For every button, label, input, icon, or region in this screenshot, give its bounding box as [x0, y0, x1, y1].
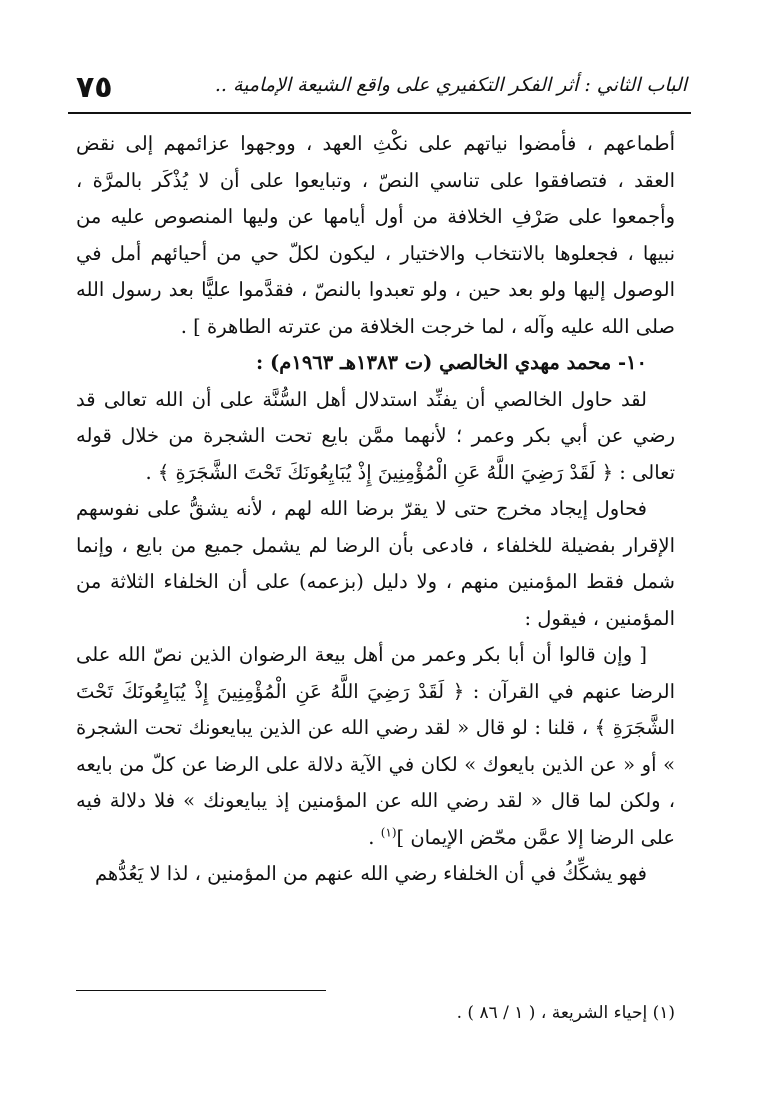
section-heading: ١٠- محمد مهدي الخالصي (ت ١٣٨٣هـ ١٩٦٣م) :: [256, 351, 647, 374]
quotation-text: [ وإن قالوا أن أبا بكر وعمر من أهل بيعة الرضوان الذين نصّ الله على الرضا عنهم في القرآن : ﴿ لَقَدْ رَضِيَ اللَّهُ عَنِ الْمُؤْمِنِينَ إِذْ يُبَايِعُونَكَ تَحْتَ الشَّجَرَةِ ﴾ ، قلنا : لو قال « لقد رضي الله عن الذين يبايعونك تحت الشجرة » أو « عن الذين بايعوك » لكان في الآية دلالة على الرضا عن كلّ من بايعه ، ولكن لما قال « لقد رضي الله عن المؤمنين إذ يبايعونك » فلا دلالة فيه على الرضا إلا عمَّن محّض الإيمان ]: [76, 643, 675, 849]
paragraph: فهو يشكِّكُ في أن الخلفاء رضي الله عنهم من المؤمنين ، لذا لا يَعُدُّهم: [94, 862, 647, 885]
footnotes: [76, 1000, 675, 1026]
quotation-paragraph: [76, 637, 675, 856]
page-number: ٧٥: [76, 70, 113, 105]
page-header: [68, 62, 691, 114]
main-text: [76, 126, 675, 893]
quotation-end: .: [368, 825, 381, 849]
footnote-divider: [76, 990, 326, 991]
footnote: (١) إحياء الشريعة ، ( ١ / ٨٦ ) .: [456, 1003, 675, 1023]
running-title: الباب الثاني : أثر الفكر التكفيري على واقع الشيعة الإمامية ..: [214, 74, 687, 96]
paragraph: لقد حاول الخالصي أن يفنِّد استدلال أهل السُّنَّة على أن الله تعالى قد رضي عن أبي بكر وعمر ؛ لأنهما ممَّن بايع تحت الشجرة من خلال قوله تعالى : ﴿ لَقَدْ رَضِيَ اللَّهُ عَنِ الْمُؤْمِنِينَ إِذْ يُبَايِعُونَكَ تَحْتَ الشَّجَرَةِ ﴾ .: [76, 387, 675, 484]
paragraph: أطماعهم ، فأمضوا نياتهم على نكْثِ العهد ، ووجهوا عزائمهم إلى نقض العقد ، فتصافقوا على تناسي النصّ ، وتبايعوا على أن لا يُذْكَر بالمرَّة ، وأجمعوا على صَرْفِ الخلافة من أول أيامها عن وليها المنصوص عليه من نبيها ، فجعلوها بالانتخاب والاختيار ، ليكون لكلّ حي من أحيائهم أمل في الوصول إليها ولو بعد حين ، ولو تعبدوا بالنصّ ، فقدَّموا عليًّا بعد رسول الله صلى الله عليه وآله ، لما خرجت الخلافة من عترته الطاهرة ] .: [76, 132, 675, 338]
paragraph: فحاول إيجاد مخرج حتى لا يقرّ برضا الله لهم ، لأنه يشقُّ على نفوسهم الإقرار بفضيلة للخلفاء ، فادعى بأن الرضا لم يشمل جميع من بايع ، وإنما شمل فقط المؤمنين منهم ، ولا دليل (بزعمه) على أن الخلفاء الثلاثة من المؤمنين ، فيقول :: [76, 497, 675, 630]
footnote-reference: (١): [380, 825, 397, 839]
